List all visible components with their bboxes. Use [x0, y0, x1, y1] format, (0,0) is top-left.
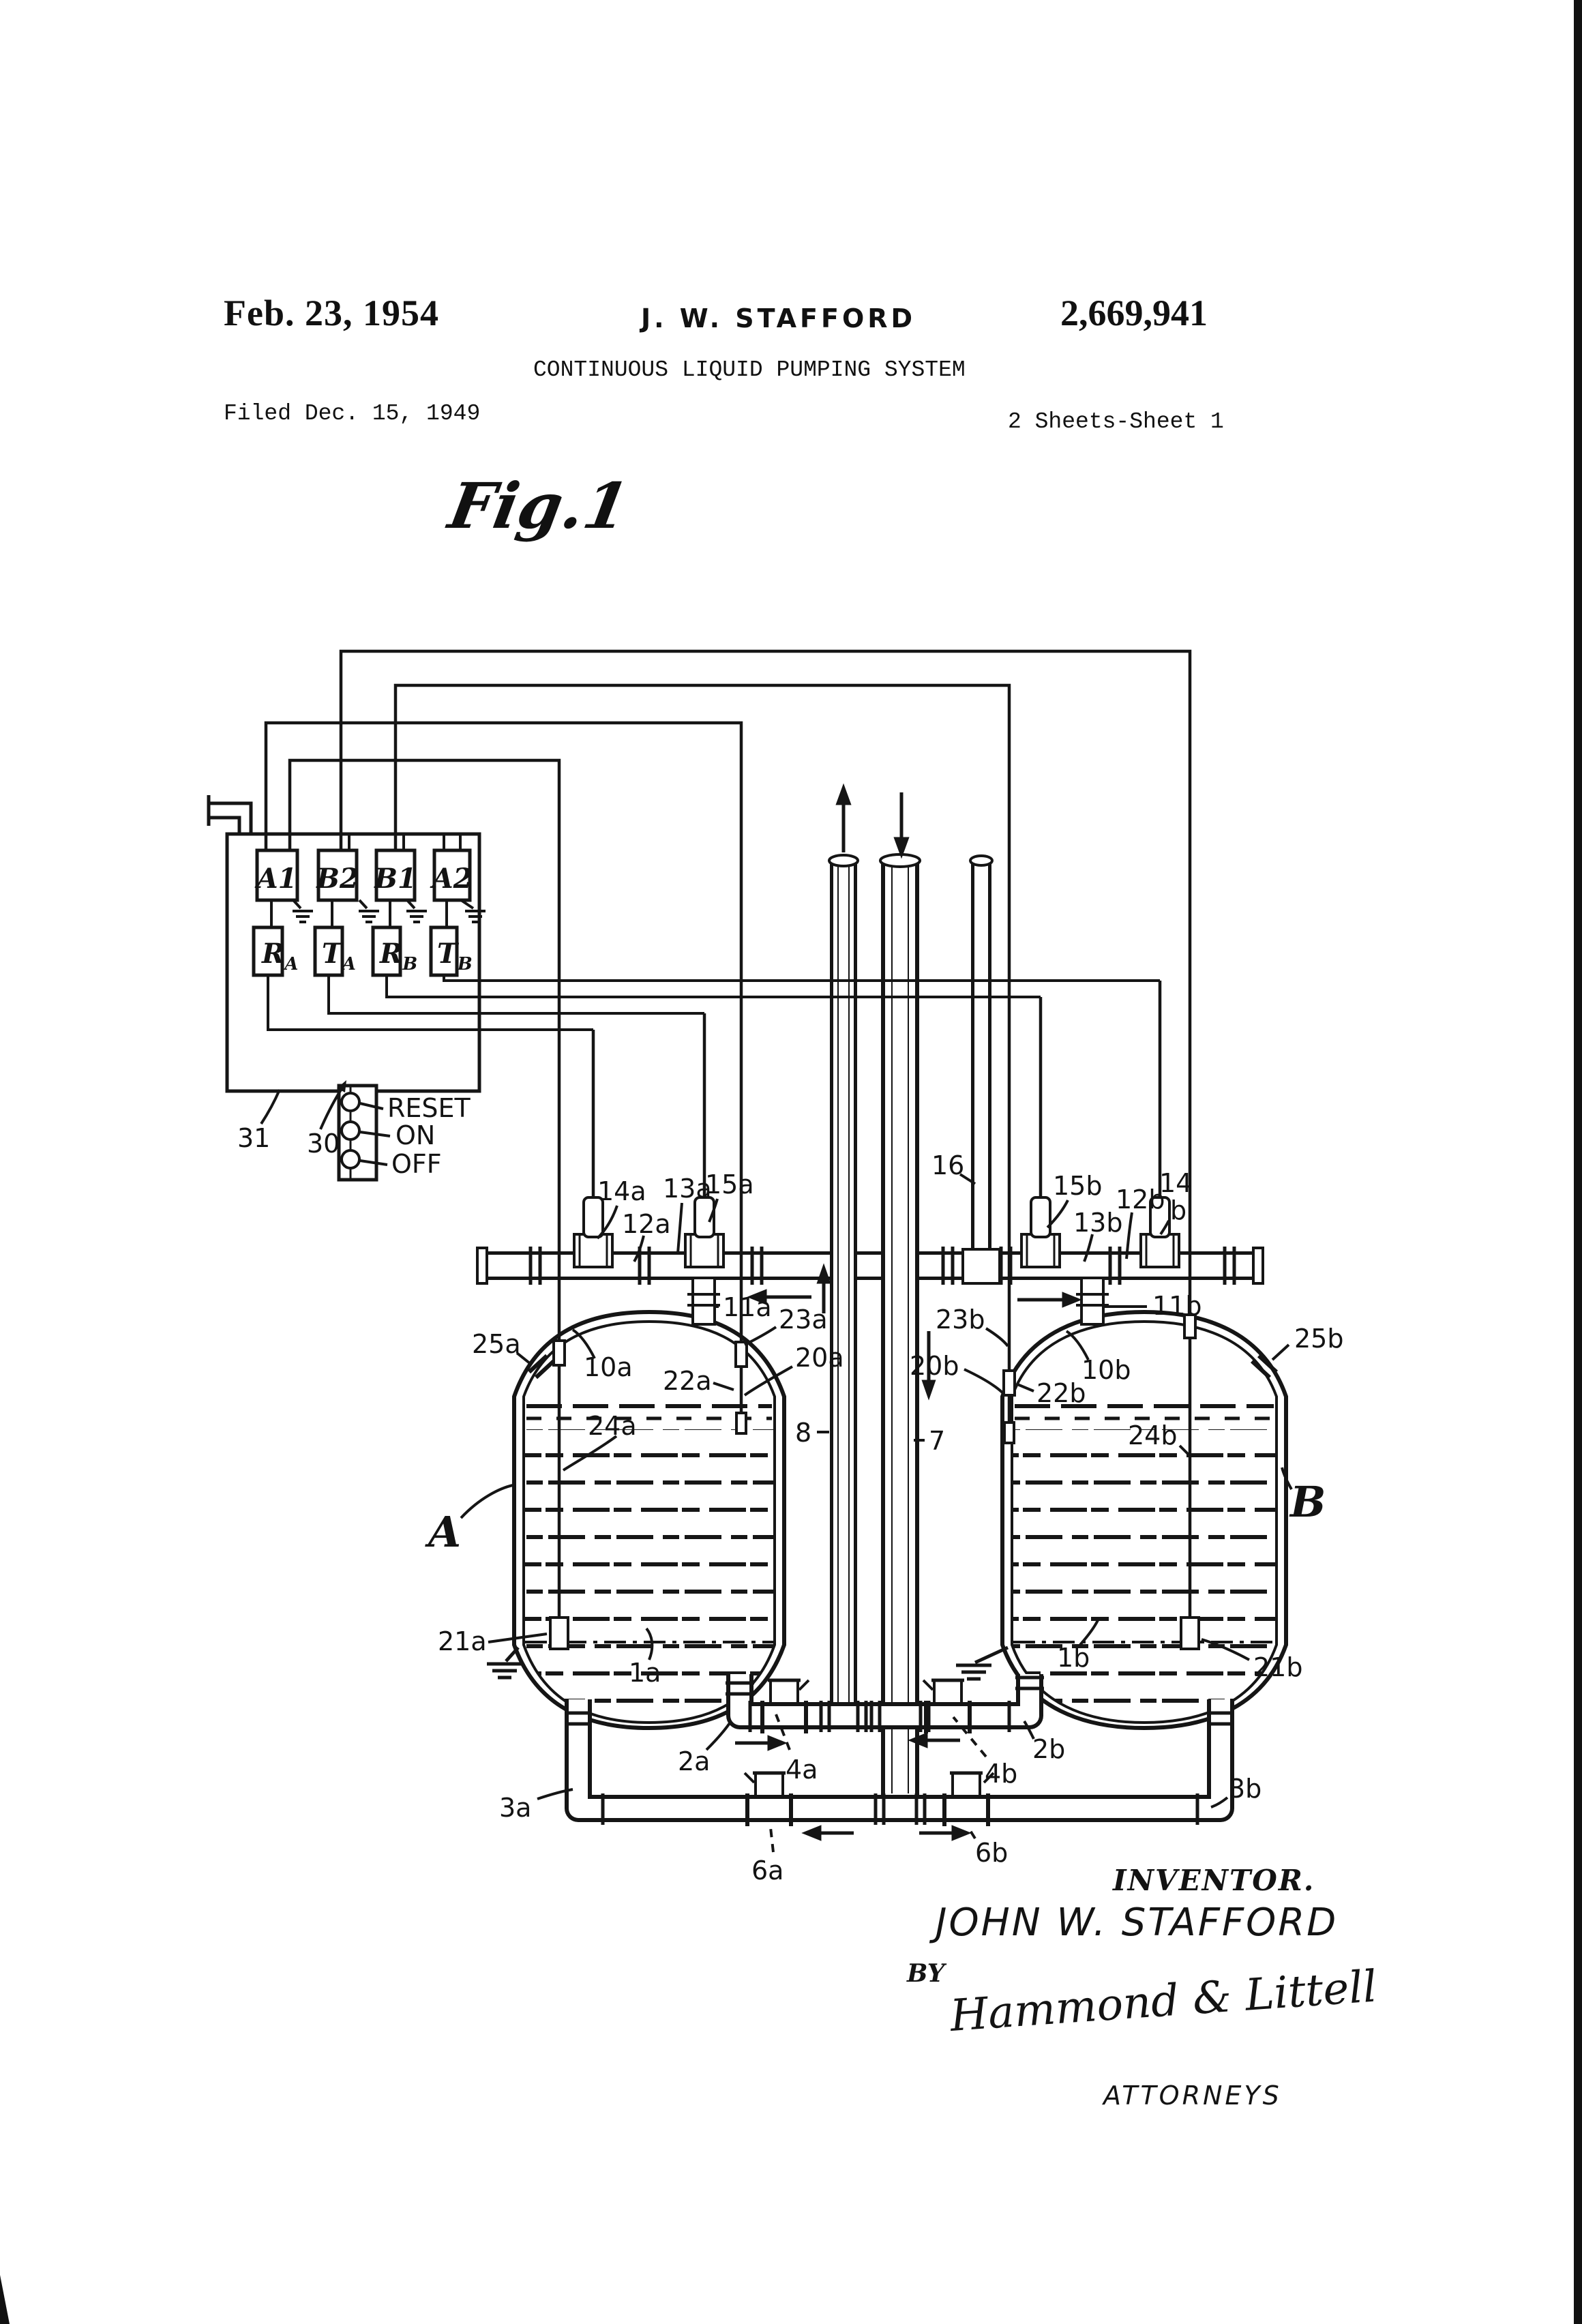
reset-button: [342, 1093, 359, 1111]
coil-ra-label: $R_A$: [262, 938, 299, 974]
relay-a1-label: A1: [256, 863, 297, 895]
ref-3b: 3b: [1229, 1774, 1262, 1804]
reset-label: RESET: [387, 1093, 471, 1123]
relay-b1-label: B1: [374, 863, 417, 895]
patent-number: 2,669,941: [1060, 293, 1208, 333]
by-label: BY: [907, 1959, 945, 1988]
ref-1b: 1b: [1057, 1643, 1090, 1673]
float-switch-15b: [1021, 1197, 1060, 1267]
ref-20a: 20a: [795, 1343, 844, 1373]
ref-25b: 25b: [1294, 1324, 1344, 1354]
patent-date: Feb. 23, 1954: [224, 293, 439, 333]
pipe-16: [963, 856, 1000, 1283]
ref-23a: 23a: [779, 1305, 828, 1335]
ref-6a: 6a: [751, 1856, 784, 1886]
ref-6b: 6b: [975, 1838, 1009, 1868]
on-label: ON: [395, 1120, 436, 1150]
patent-title: CONTINUOUS LIQUID PUMPING SYSTEM: [533, 357, 966, 383]
ref-30-text: 30: [307, 1129, 340, 1159]
ref-22a: 22a: [663, 1366, 712, 1396]
ref-11a: 11a: [723, 1292, 772, 1322]
ref-23b: 23b: [936, 1305, 985, 1335]
figure-label: Fig.1: [443, 469, 635, 543]
ref-10a: 10a: [584, 1352, 633, 1382]
ref-31-text: 31: [237, 1123, 271, 1153]
relay-b1: [374, 850, 417, 900]
float-switch-15a: [685, 1197, 723, 1267]
ref-12b: 12b: [1116, 1185, 1165, 1215]
ref-13b: 13b: [1073, 1208, 1123, 1238]
ref-7: 7: [929, 1426, 946, 1456]
filed-line: Filed Dec. 15, 1949: [224, 401, 481, 426]
ref-11b: 11b: [1152, 1291, 1202, 1321]
ref-15b: 15b: [1053, 1171, 1103, 1201]
ref-14b-sub: b: [1170, 1195, 1187, 1225]
ref-8: 8: [795, 1418, 812, 1448]
ref-4a: 4a: [786, 1755, 818, 1785]
inventor-caption: INVENTOR.: [1113, 1864, 1315, 1897]
signature-block: [906, 1864, 1379, 2111]
ref-24b: 24b: [1128, 1420, 1178, 1450]
sheet-info: 2 Sheets-Sheet 1: [1008, 409, 1224, 434]
ref-25a: 25a: [472, 1329, 521, 1359]
ref-14a: 14a: [597, 1176, 646, 1206]
relay-a1: [254, 850, 297, 900]
ref-21b: 21b: [1253, 1652, 1303, 1682]
relay-a2-label: A2: [432, 863, 473, 895]
ref-4b: 4b: [985, 1759, 1018, 1789]
ref-12a: 12a: [622, 1209, 671, 1239]
off-label: OFF: [391, 1149, 442, 1179]
relay-b2: [316, 850, 359, 900]
relay-a2: [430, 850, 473, 900]
ref-2b: 2b: [1032, 1734, 1066, 1764]
ref-13a: 13a: [663, 1174, 712, 1204]
nozzle-11b: [1076, 1278, 1109, 1324]
pipe-8: [829, 855, 858, 1716]
ref-24a: 24a: [588, 1411, 637, 1441]
ref-2a: 2a: [678, 1746, 711, 1776]
attorneys-label: ATTORNEYS: [1103, 2081, 1282, 2111]
relay-b2-label: B2: [316, 863, 359, 895]
tank-a-label: A: [428, 1507, 462, 1557]
tank-b-liquid: [1012, 1406, 1277, 1727]
ref-31: [237, 1090, 280, 1153]
attorney-autograph: Hammond & Littell: [948, 1961, 1379, 2042]
ref-15a: 15a: [705, 1170, 754, 1200]
coil-ta-label: $T_A$: [322, 938, 356, 974]
off-button: [342, 1150, 359, 1168]
coil-tb-label: $T_B$: [437, 938, 473, 974]
tank-b-label: B: [1290, 1477, 1326, 1527]
ref-22b: 22b: [1036, 1378, 1086, 1408]
ref-1a: 1a: [629, 1658, 661, 1688]
ref-3a: 3a: [499, 1793, 532, 1823]
float-switch-14a: [574, 1197, 612, 1267]
level-sensor-21a: [550, 1618, 568, 1649]
nozzle-11a: [687, 1278, 720, 1324]
ref-14b-main: 14: [1159, 1168, 1193, 1198]
ref-21a: 21a: [438, 1626, 487, 1656]
pushbutton-station: [339, 1086, 471, 1180]
inventor-signature-name: JOHN W. STAFFORD: [936, 1901, 1339, 1945]
on-button: [342, 1122, 359, 1139]
ref-16: 16: [931, 1150, 965, 1180]
coil-rb-label: $R_B$: [380, 938, 418, 974]
ref-20b: 20b: [910, 1351, 959, 1381]
level-sensor-21b: [1181, 1618, 1199, 1649]
ref-10b: 10b: [1081, 1355, 1131, 1385]
inventor-name-header: J. W. STAFFORD: [641, 303, 916, 333]
